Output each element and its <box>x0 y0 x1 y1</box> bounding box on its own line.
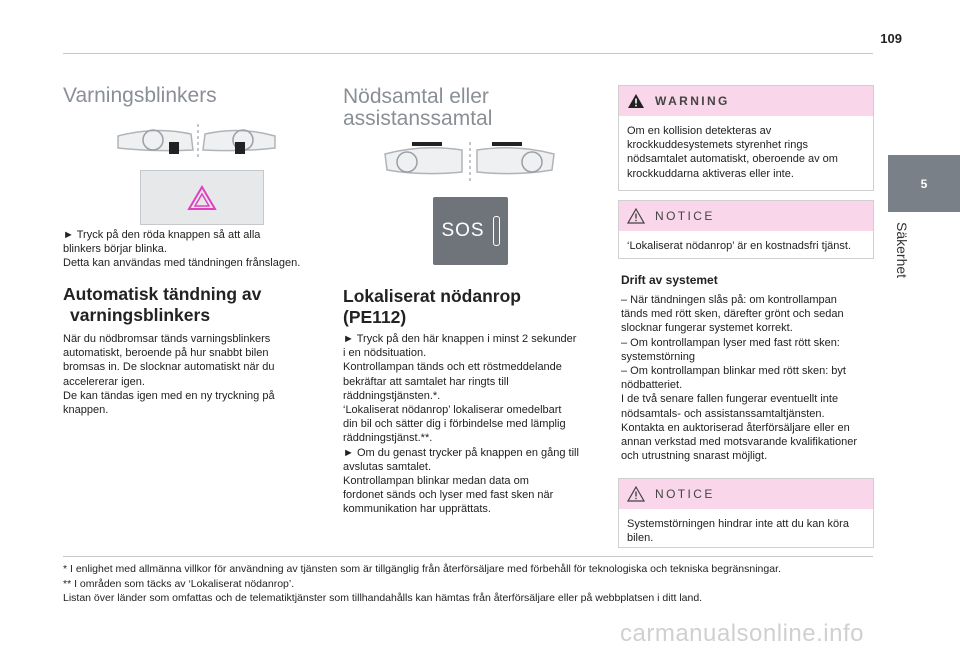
notice-box-2 <box>618 478 874 548</box>
heading-line: Nödsamtal eller <box>343 85 489 108</box>
local-emergency-heading <box>343 286 613 328</box>
local-line: Kontrollampan tänds och ett röstmeddelande <box>343 361 562 374</box>
notice-body-1 <box>619 231 873 261</box>
local-line: ► Tryck på den här knappen i minst 2 sekunder <box>343 333 577 345</box>
sos-indicator-icon <box>493 216 500 246</box>
operation-heading: Drift av systemet <box>621 273 718 287</box>
sos-label: SOS <box>441 220 485 241</box>
auto-hazard-section <box>63 284 333 326</box>
sos-button-image <box>433 197 508 265</box>
hazard-heading: Varningsblinkers <box>63 84 217 107</box>
operation-text <box>621 293 881 463</box>
local-line: bekräftar att samtalet har ringts till <box>343 375 509 388</box>
chapter-tab[interactable] <box>888 155 960 212</box>
emergency-section <box>343 86 613 130</box>
footnote: ** I områden som täcks av ‘Lokaliserat nödanrop’. <box>63 577 295 590</box>
local-line: fordonet sänds och lyser med fast sken när <box>343 489 554 502</box>
local-line: avslutas samtalet. <box>343 460 432 473</box>
auto-line: accelererar igen. <box>63 375 145 388</box>
warning-bar <box>619 86 873 116</box>
operation-line: – Om kontrollampan lyser med fast rött sken: <box>621 336 840 349</box>
heading-line: assistanssamtal <box>343 107 493 130</box>
operation-line: annan verkstad med motsvarande kvalifikationer <box>621 436 858 449</box>
page-number: 109 <box>880 31 902 46</box>
notice-body-2 <box>619 509 873 553</box>
warning-triangle-icon <box>627 93 645 109</box>
local-line: ‘Lokaliserat nödanrop’ lokaliserar omedelbart <box>343 404 562 417</box>
operation-line: tänds med rött sken, därefter grönt och sedan <box>621 308 844 321</box>
operation-line: nödsamtals- och assistanssamtaltjänsten. <box>621 407 825 420</box>
local-line: räddningstjänst.**. <box>343 432 433 445</box>
warning-line: krockkuddesystemets styrenhet rings <box>627 139 808 152</box>
operation-line: slocknar fungerar systemet korrekt. <box>621 322 793 335</box>
hazard-line: Detta kan användas med tändningen frånslagen. <box>63 257 301 270</box>
warning-body <box>619 116 873 189</box>
footer-rule <box>63 556 873 557</box>
notice-bar-2 <box>619 479 873 509</box>
operation-section <box>621 273 881 287</box>
operation-line: – När tändningen slås på: om kontrollampan <box>621 294 837 306</box>
warning-box <box>618 85 874 191</box>
auto-line: De kan tändas igen med en ny tryckning på <box>63 389 275 402</box>
operation-line: systemstörning <box>621 350 695 363</box>
warning-line: nödsamtalet automatiskt, oberoende av om <box>627 153 838 166</box>
auto-line: automatiskt, beroende på hur snabbt bilen <box>63 347 269 360</box>
auto-line: När du nödbromsar tänds varningsblinkers <box>63 333 271 345</box>
hazard-triangle-icon <box>187 185 217 211</box>
hazard-location-marker-right <box>235 142 245 154</box>
notice-line: ‘Lokaliserat nödanrop’ är en kostnadsfri tjänst. <box>627 240 851 252</box>
local-line: din bil och sätter dig i förbindelse med lämplig <box>343 418 566 431</box>
local-line: i en nödsituation. <box>343 347 427 360</box>
local-emergency-text <box>343 332 613 517</box>
heading-line: Automatisk tändning av <box>63 284 262 304</box>
warning-line: Om en kollision detekteras av <box>627 125 772 137</box>
operation-line: nödbatteriet. <box>621 379 683 392</box>
hazard-text <box>63 228 333 271</box>
heading-line: (PE112) <box>343 307 407 327</box>
operation-line: I de två senare fallen fungerar eventuellt inte <box>621 393 839 406</box>
column-hazard <box>63 85 328 107</box>
chapter-label-text: Säkerhet <box>894 222 910 279</box>
sos-location-marker-left <box>412 142 442 146</box>
footnote: Listan över länder som omfattas och de telematiktjänster som tillhandahålls kan hämtas från återförsäljare eller på webbplatsen i ditt land. <box>63 592 703 605</box>
notice-triangle-icon <box>627 486 645 502</box>
operation-line: – Om kontrollampan blinkar med rött sken: byt <box>621 365 846 378</box>
local-line: kommunikation har upprättats. <box>343 503 491 516</box>
dashboard-diagram-right <box>382 140 557 186</box>
notice-triangle-icon <box>627 208 645 224</box>
hazard-line: blinkers börjar blinka. <box>63 243 167 256</box>
heading-line: varningsblinkers <box>70 305 211 325</box>
chapter-label <box>896 222 910 292</box>
local-line: ► Om du genast trycker på knappen en gång till <box>343 446 579 459</box>
notice-line: bilen. <box>627 532 654 545</box>
notice-bar-1 <box>619 201 873 231</box>
warning-line: krockkuddarna aktiveras eller inte. <box>627 167 794 180</box>
sos-location-marker-right <box>492 142 522 146</box>
operation-line: och utrustning snarast möjligt. <box>621 450 768 463</box>
auto-hazard-text <box>63 332 333 417</box>
footnote: * I enlighet med allmänna villkor för användning av tjänsten som är tillgänglig från återförsäljare med förbehåll för teknologiska och tekniska begränsningar. <box>63 563 781 575</box>
operation-line: Kontakta en auktoriserad återförsäljare eller en <box>621 421 850 434</box>
footnotes <box>63 562 883 606</box>
dashboard-diagram-left <box>115 120 280 164</box>
local-line: räddningstjänsten.*. <box>343 389 441 402</box>
hazard-button-image <box>140 170 264 225</box>
warning-title: WARNING <box>655 94 730 108</box>
local-line: Kontrollampan blinkar medan data om <box>343 475 529 488</box>
chapter-number: 5 <box>920 176 928 191</box>
hazard-location-marker-left <box>169 142 179 154</box>
header-rule <box>63 53 873 54</box>
notice-title-2: NOTICE <box>655 487 715 501</box>
emergency-heading <box>343 86 613 130</box>
watermark: carmanualsonline.info <box>620 620 864 647</box>
notice-box-1 <box>618 200 874 259</box>
local-emergency-section <box>343 286 613 328</box>
heading-line: Lokaliserat nödanrop <box>343 286 521 306</box>
auto-line: bromsas in. De slocknar automatiskt när du <box>63 361 275 374</box>
auto-hazard-heading <box>63 284 333 326</box>
hazard-line: ► Tryck på den röda knappen så att alla <box>63 229 261 241</box>
notice-line: Systemstörningen hindrar inte att du kan köra <box>627 518 849 530</box>
notice-title-1: NOTICE <box>655 209 715 223</box>
auto-line: knappen. <box>63 404 109 417</box>
